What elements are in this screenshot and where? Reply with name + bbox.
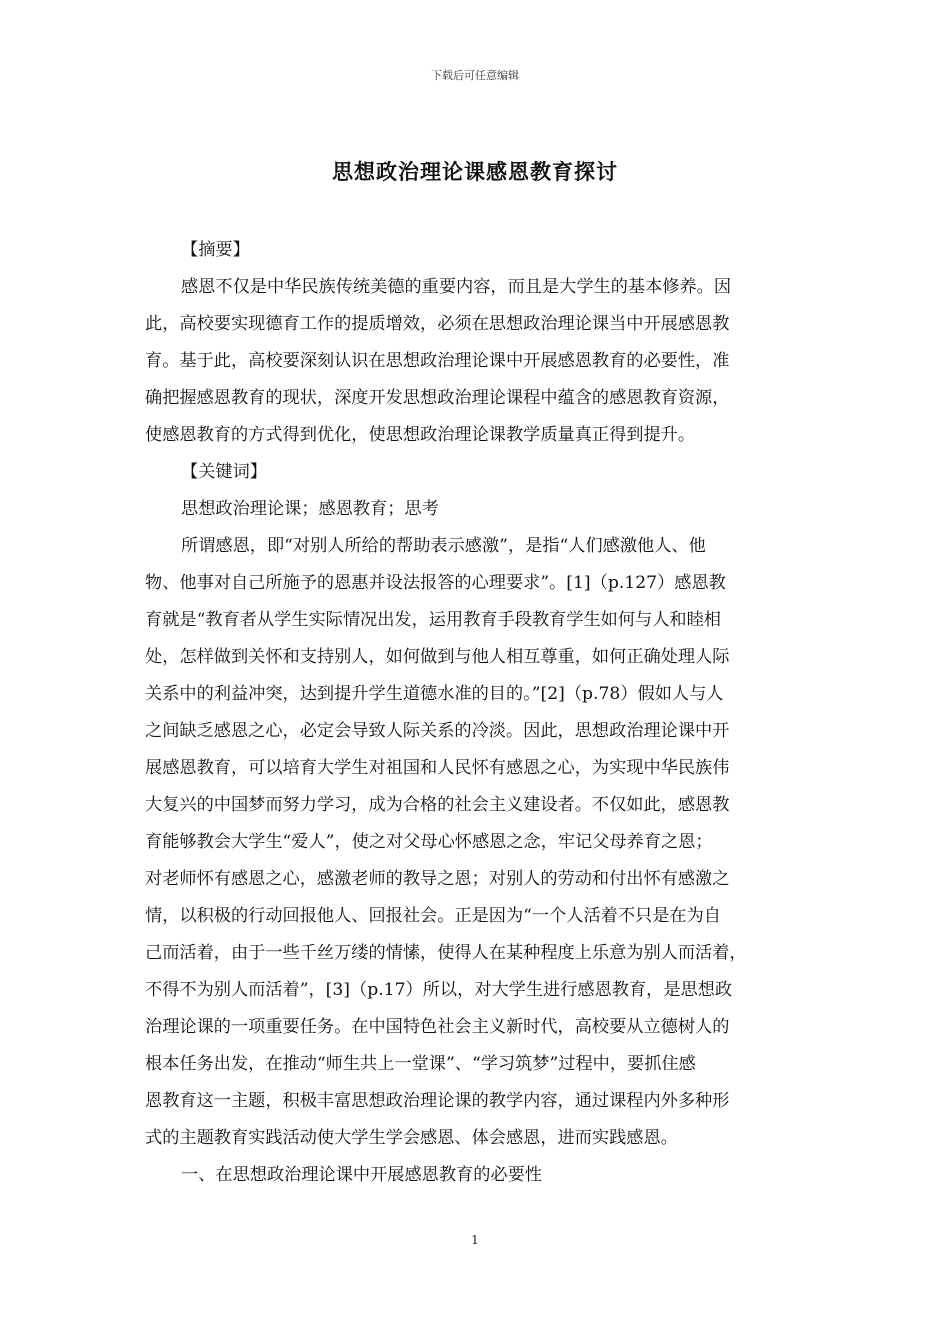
paragraph-line: 关系中的利益冲突，达到提升学生道德水准的目的。”[2]（p.78）假如人与人 xyxy=(145,684,724,704)
keywords-heading: 【关键词】 xyxy=(181,462,267,482)
keywords-text: 思想政治理论课；感恩教育；思考 xyxy=(181,499,439,519)
abstract-line: 感恩不仅是中华民族传统美德的重要内容，而且是大学生的基本修养。因 xyxy=(181,277,732,297)
paragraph-line: 情，以积极的行动回报他人、回报社会。正是因为“一个人活着不只是在为自 xyxy=(145,906,721,926)
paragraph-line: 式的主题教育实践活动使大学生学会感恩、体会感恩，进而实践感恩。 xyxy=(145,1128,678,1148)
abstract-line: 使感恩教育的方式得到优化，使思想政治理论课教学质量真正得到提升。 xyxy=(145,425,696,445)
paragraph-line: 处，怎样做到关怀和支持别人，如何做到与他人相互尊重，如何正确处理人际 xyxy=(145,647,730,667)
page-header-note: 下载后可任意编辑 xyxy=(431,69,519,82)
paragraph-line: 展感恩教育，可以培育大学生对祖国和人民怀有感恩之心，为实现中华民族伟 xyxy=(145,758,730,778)
paragraph-line: 不得不为别人而活着”，[3]（p.17）所以，对大学生进行感恩教育，是思想政 xyxy=(145,980,733,1000)
paragraph-line: 治理论课的一项重要任务。在中国特色社会主义新时代，高校要从立德树人的 xyxy=(145,1017,730,1037)
paragraph-line: 恩教育这一主题，积极丰富思想政治理论课的教学内容，通过课程内外多种形 xyxy=(145,1091,730,1111)
document-title: 思想政治理论课感恩教育探讨 xyxy=(332,159,618,184)
abstract-line: 确把握感恩教育的现状，深度开发思想政治理论课程中蕴含的感恩教育资源， xyxy=(145,388,730,408)
paragraph-line: 育就是“教育者从学生实际情况出发，运用教育手段教育学生如何与人和睦相 xyxy=(145,610,721,630)
paragraph-line: 所谓感恩，即“对别人所给的帮助表示感激”，是指“人们感激他人、他 xyxy=(181,536,706,556)
page-number: 1 xyxy=(471,1233,479,1247)
abstract-line: 此，高校要实现德育工作的提质增效，必须在思想政治理论课当中开展感恩教 xyxy=(145,314,730,334)
paragraph-line: 对老师怀有感恩之心，感激老师的教导之恩；对别人的劳动和付出怀有感激之 xyxy=(145,869,730,889)
section-heading: 一、在思想政治理论课中开展感恩教育的必要性 xyxy=(181,1165,542,1185)
abstract-heading: 【摘要】 xyxy=(181,240,250,260)
paragraph-line: 之间缺乏感恩之心，必定会导致人际关系的冷淡。因此，思想政治理论课中开 xyxy=(145,721,730,741)
paragraph-line: 育能够教会大学生“爱人”，使之对父母心怀感恩之念，牢记父母养育之恩； xyxy=(145,832,713,852)
paragraph-line: 根本任务出发，在推动“师生共上一堂课”、“学习筑梦”过程中，要抓住感 xyxy=(145,1054,696,1074)
paragraph-line: 大复兴的中国梦而努力学习，成为合格的社会主义建设者。不仅如此，感恩教 xyxy=(145,795,730,815)
paragraph-line: 物、他事对自己所施予的恩惠并设法报答的心理要求”。[1]（p.127）感恩教 xyxy=(145,573,726,593)
abstract-line: 育。基于此，高校要深刻认识在思想政治理论课中开展感恩教育的必要性，准 xyxy=(145,351,730,371)
paragraph-line: 己而活着，由于一些千丝万缕的情愫，使得人在某种程度上乐意为别人而活着， xyxy=(145,943,747,963)
document-body xyxy=(145,232,817,1194)
